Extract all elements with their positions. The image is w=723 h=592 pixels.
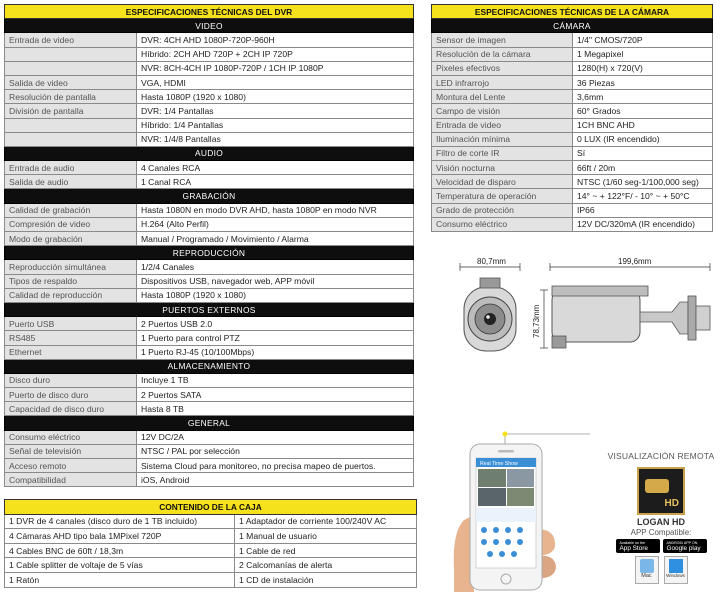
dvr-spec-value: 1 Puerto para control PTZ bbox=[137, 331, 414, 345]
camera-spec-label: Temperatura de operación bbox=[432, 189, 573, 203]
app-badge: HD bbox=[664, 498, 679, 509]
box-item: 1 Ratón bbox=[5, 572, 235, 587]
dvr-spec-value: Incluye 1 TB bbox=[137, 373, 414, 387]
camera-spec-row bbox=[432, 203, 713, 217]
app-store-badge[interactable] bbox=[616, 539, 660, 553]
dvr-spec-row bbox=[5, 402, 414, 416]
camera-spec-value: IP66 bbox=[573, 203, 713, 217]
length-label: 199,6mm bbox=[618, 257, 652, 266]
box-item-row bbox=[5, 543, 417, 558]
dvr-spec-row bbox=[5, 444, 414, 458]
dvr-spec-row bbox=[5, 47, 414, 61]
dvr-spec-label: División de pantalla bbox=[5, 104, 137, 118]
dvr-section-header: VIDEO bbox=[5, 19, 414, 33]
dvr-spec-row bbox=[5, 203, 414, 217]
dvr-spec-row bbox=[5, 75, 414, 89]
dvr-spec-row bbox=[5, 61, 414, 75]
dvr-spec-row bbox=[5, 274, 414, 288]
camera-spec-value: 3,6mm bbox=[573, 90, 713, 104]
dvr-spec-value: Sistema Cloud para monitoreo, no precisa mapeo de puertos. bbox=[137, 459, 414, 473]
box-item: 1 Adaptador de corriente 100/240V AC bbox=[235, 514, 417, 529]
dvr-spec-value: NTSC / PAL por selección bbox=[137, 444, 414, 458]
app-store-small-text: Available on the bbox=[619, 541, 646, 545]
dvr-spec-row bbox=[5, 473, 414, 487]
dvr-spec-value: Híbrido: 2CH AHD 720P + 2CH IP 720P bbox=[137, 47, 414, 61]
dvr-spec-label: Puerto USB bbox=[5, 317, 137, 331]
dvr-spec-value: Dispositivos USB, navegador web, APP móvil bbox=[137, 274, 414, 288]
dvr-spec-row bbox=[5, 232, 414, 246]
remote-title: VISUALIZACIÓN REMOTA bbox=[607, 451, 715, 461]
camera-spec-label: Consumo eléctrico bbox=[432, 217, 573, 231]
camera-spec-label: Montura del Lente bbox=[432, 90, 573, 104]
camera-spec-label: Iluminación mínima bbox=[432, 132, 573, 146]
camera-spec-row bbox=[432, 146, 713, 160]
dvr-section-header-row bbox=[5, 246, 414, 260]
camera-spec-label: Resolución de la cámara bbox=[432, 47, 573, 61]
camera-spec-value: 66ft / 20m bbox=[573, 161, 713, 175]
height-label: 78,73mm bbox=[532, 304, 541, 338]
box-item-row bbox=[5, 514, 417, 529]
box-item-row bbox=[5, 529, 417, 544]
dvr-spec-label: Calidad de reproducción bbox=[5, 288, 137, 302]
dvr-spec-value: NVR: 8CH-4CH IP 1080P-720P / 1CH IP 1080P bbox=[137, 61, 414, 75]
google-play-badge[interactable] bbox=[663, 539, 707, 553]
camera-spec-value: 36 Piezas bbox=[573, 75, 713, 89]
camera-spec-row bbox=[432, 75, 713, 89]
camera-spec-value: 60° Grados bbox=[573, 104, 713, 118]
box-contents-table bbox=[4, 499, 417, 588]
dvr-spec-value: Manual / Programado / Movimiento / Alarma bbox=[137, 232, 414, 246]
camera-spec-label: LED infrarrojo bbox=[432, 75, 573, 89]
dvr-spec-value: 1/2/4 Canales bbox=[137, 260, 414, 274]
phone-illustration bbox=[450, 420, 590, 592]
dvr-spec-row bbox=[5, 90, 414, 104]
camera-spec-value: 1280(H) x 720(V) bbox=[573, 61, 713, 75]
dvr-spec-label bbox=[5, 118, 137, 132]
dvr-spec-value: 4 Canales RCA bbox=[137, 161, 414, 175]
dvr-spec-value: H.264 (Alto Perfil) bbox=[137, 217, 414, 231]
dvr-section-header: GRABACIÓN bbox=[5, 189, 414, 203]
dvr-spec-value: 2 Puertos SATA bbox=[137, 388, 414, 402]
dvr-spec-row bbox=[5, 331, 414, 345]
dvr-spec-label: Salida de audio bbox=[5, 175, 137, 189]
box-item: 1 Manual de usuario bbox=[235, 529, 417, 544]
box-title: CONTENIDO DE LA CAJA bbox=[5, 500, 417, 515]
dvr-spec-label: Capacidad de disco duro bbox=[5, 402, 137, 416]
camera-spec-label: Velocidad de disparo bbox=[432, 175, 573, 189]
camera-section-header: CÁMARA bbox=[432, 19, 713, 33]
dvr-spec-row bbox=[5, 217, 414, 231]
dvr-spec-label: Tipos de respaldo bbox=[5, 274, 137, 288]
camera-spec-label: Pixeles efectivos bbox=[432, 61, 573, 75]
dvr-spec-value: iOS, Android bbox=[137, 473, 414, 487]
camera-spec-row bbox=[432, 104, 713, 118]
remote-viewing-panel bbox=[605, 451, 717, 584]
google-play-text: Google play bbox=[666, 545, 701, 552]
dvr-spec-label: Señal de televisión bbox=[5, 444, 137, 458]
camera-spec-label: Filtro de corte IR bbox=[432, 146, 573, 160]
dvr-spec-value: 1 Canal RCA bbox=[137, 175, 414, 189]
dvr-spec-label: Consumo eléctrico bbox=[5, 430, 137, 444]
dvr-spec-value: Hasta 1080P (1920 x 1080) bbox=[137, 288, 414, 302]
camera-spec-row bbox=[432, 61, 713, 75]
camera-spec-row bbox=[432, 47, 713, 61]
camera-logo-icon bbox=[645, 479, 669, 493]
app-store-text: App Store bbox=[619, 545, 648, 552]
camera-spec-row bbox=[432, 90, 713, 104]
camera-section-header-row bbox=[432, 19, 713, 33]
camera-dimension-drawing bbox=[440, 250, 720, 370]
dvr-section-header-row bbox=[5, 146, 414, 160]
box-item-row bbox=[5, 572, 417, 587]
mac-os-icon bbox=[635, 556, 659, 584]
app-icon bbox=[637, 467, 685, 515]
dvr-spec-label: Calidad de grabación bbox=[5, 203, 137, 217]
dvr-spec-label: Puerto de disco duro bbox=[5, 388, 137, 402]
dvr-spec-table bbox=[4, 4, 414, 487]
dvr-spec-row bbox=[5, 388, 414, 402]
app-compatible-label: APP Compatible: bbox=[630, 528, 692, 537]
dvr-spec-value: VGA, HDMI bbox=[137, 75, 414, 89]
camera-spec-value: 0 LUX (IR encendido) bbox=[573, 132, 713, 146]
box-item: 4 Cables BNC de 60ft / 18,3m bbox=[5, 543, 235, 558]
dvr-section-header: ALMACENAMIENTO bbox=[5, 359, 414, 373]
box-item: 4 Cámaras AHD tipo bala 1MPixel 720P bbox=[5, 529, 235, 544]
dvr-spec-row bbox=[5, 459, 414, 473]
dvr-spec-value: DVR: 4CH AHD 1080P-720P-960H bbox=[137, 33, 414, 47]
dvr-section-header-row bbox=[5, 416, 414, 430]
camera-spec-value: 1/4" CMOS/720P bbox=[573, 33, 713, 47]
google-play-small-text: ANDROID APP ON bbox=[666, 541, 698, 545]
dvr-spec-label: RS485 bbox=[5, 331, 137, 345]
app-name: LOGAN HD bbox=[637, 517, 685, 527]
dvr-spec-row bbox=[5, 161, 414, 175]
dvr-spec-label: Reproducción simultánea bbox=[5, 260, 137, 274]
mac-label: Mac bbox=[641, 573, 652, 579]
dvr-spec-row bbox=[5, 430, 414, 444]
camera-spec-row bbox=[432, 33, 713, 47]
dvr-spec-label bbox=[5, 47, 137, 61]
dvr-spec-value: 2 Puertos USB 2.0 bbox=[137, 317, 414, 331]
dvr-section-header-row bbox=[5, 302, 414, 316]
camera-title: ESPECIFICACIONES TÉCNICAS DE LA CÁMARA bbox=[432, 5, 713, 19]
box-item: 1 Cable splitter de voltaje de 5 vías bbox=[5, 558, 235, 573]
dvr-spec-row bbox=[5, 345, 414, 359]
dvr-spec-value: 12V DC/2A bbox=[137, 430, 414, 444]
dvr-spec-value: 1 Puerto RJ-45 (10/100Mbps) bbox=[137, 345, 414, 359]
dvr-spec-row bbox=[5, 104, 414, 118]
box-item: 1 Cable de red bbox=[235, 543, 417, 558]
dvr-section-header: AUDIO bbox=[5, 146, 414, 160]
camera-spec-label: Visión nocturna bbox=[432, 161, 573, 175]
dvr-spec-label: Modo de grabación bbox=[5, 232, 137, 246]
phone-app-title: Real Time Show bbox=[480, 461, 518, 467]
box-item: 2 Calcomanías de alerta bbox=[235, 558, 417, 573]
camera-spec-row bbox=[432, 189, 713, 203]
camera-spec-table bbox=[431, 4, 713, 232]
dvr-spec-label: Resolución de pantalla bbox=[5, 90, 137, 104]
camera-spec-label: Grado de protección bbox=[432, 203, 573, 217]
dvr-section-header: PUERTOS EXTERNOS bbox=[5, 302, 414, 316]
dvr-spec-label bbox=[5, 132, 137, 146]
camera-front-view bbox=[460, 263, 520, 351]
dvr-spec-row bbox=[5, 132, 414, 146]
dvr-spec-value: Hasta 1080N en modo DVR AHD, hasta 1080P en modo NVR bbox=[137, 203, 414, 217]
dvr-spec-label: Disco duro bbox=[5, 373, 137, 387]
camera-spec-value: 14° ~ + 122°F/ - 10° ~ + 50°C bbox=[573, 189, 713, 203]
camera-spec-value: Sí bbox=[573, 146, 713, 160]
dvr-spec-value: Híbrido: 1/4 Pantallas bbox=[137, 118, 414, 132]
dvr-spec-value: Hasta 8 TB bbox=[137, 402, 414, 416]
box-item: 1 CD de instalación bbox=[235, 572, 417, 587]
camera-spec-row bbox=[432, 132, 713, 146]
camera-side-view bbox=[540, 263, 710, 348]
camera-spec-row bbox=[432, 175, 713, 189]
dvr-section-header-row bbox=[5, 19, 414, 33]
dvr-section-header-row bbox=[5, 359, 414, 373]
box-item-row bbox=[5, 558, 417, 573]
dvr-section-header-row bbox=[5, 189, 414, 203]
camera-spec-row bbox=[432, 217, 713, 231]
dvr-spec-label: Salida de video bbox=[5, 75, 137, 89]
camera-spec-value: 1CH BNC AHD bbox=[573, 118, 713, 132]
dvr-spec-label: Compatibilidad bbox=[5, 473, 137, 487]
camera-spec-value: NTSC (1/60 seg-1/100,000 seg) bbox=[573, 175, 713, 189]
dvr-spec-label: Acceso remoto bbox=[5, 459, 137, 473]
dvr-title-row bbox=[5, 5, 414, 19]
dvr-spec-label: Entrada de audio bbox=[5, 161, 137, 175]
dvr-spec-value: Hasta 1080P (1920 x 1080) bbox=[137, 90, 414, 104]
dvr-spec-label: Compresión de video bbox=[5, 217, 137, 231]
dvr-section-header: REPRODUCCIÓN bbox=[5, 246, 414, 260]
camera-spec-label: Sensor de imagen bbox=[432, 33, 573, 47]
camera-spec-label: Entrada de video bbox=[432, 118, 573, 132]
front-width-label: 80,7mm bbox=[477, 257, 506, 266]
dvr-spec-value: DVR: 1/4 Pantallas bbox=[137, 104, 414, 118]
dvr-spec-label: Ethernet bbox=[5, 345, 137, 359]
camera-spec-value: 12V DC/320mA (IR encendido) bbox=[573, 217, 713, 231]
camera-title-row bbox=[432, 5, 713, 19]
camera-spec-row bbox=[432, 118, 713, 132]
dvr-spec-row bbox=[5, 260, 414, 274]
windows-label: Windows bbox=[666, 573, 685, 578]
camera-spec-row bbox=[432, 161, 713, 175]
dvr-spec-row bbox=[5, 118, 414, 132]
dvr-spec-row bbox=[5, 175, 414, 189]
dvr-spec-row bbox=[5, 373, 414, 387]
dvr-spec-row bbox=[5, 317, 414, 331]
dvr-spec-row bbox=[5, 33, 414, 47]
dvr-title: ESPECIFICACIONES TÉCNICAS DEL DVR bbox=[5, 5, 414, 19]
box-item: 1 DVR de 4 canales (disco duro de 1 TB incluido) bbox=[5, 514, 235, 529]
dvr-section-header: GENERAL bbox=[5, 416, 414, 430]
dvr-spec-label bbox=[5, 61, 137, 75]
windows-icon bbox=[664, 556, 688, 584]
dvr-spec-row bbox=[5, 288, 414, 302]
camera-spec-label: Campo de visión bbox=[432, 104, 573, 118]
camera-spec-value: 1 Megapixel bbox=[573, 47, 713, 61]
dvr-spec-value: NVR: 1/4/8 Pantallas bbox=[137, 132, 414, 146]
box-title-row bbox=[5, 500, 417, 515]
dvr-spec-label: Entrada de video bbox=[5, 33, 137, 47]
